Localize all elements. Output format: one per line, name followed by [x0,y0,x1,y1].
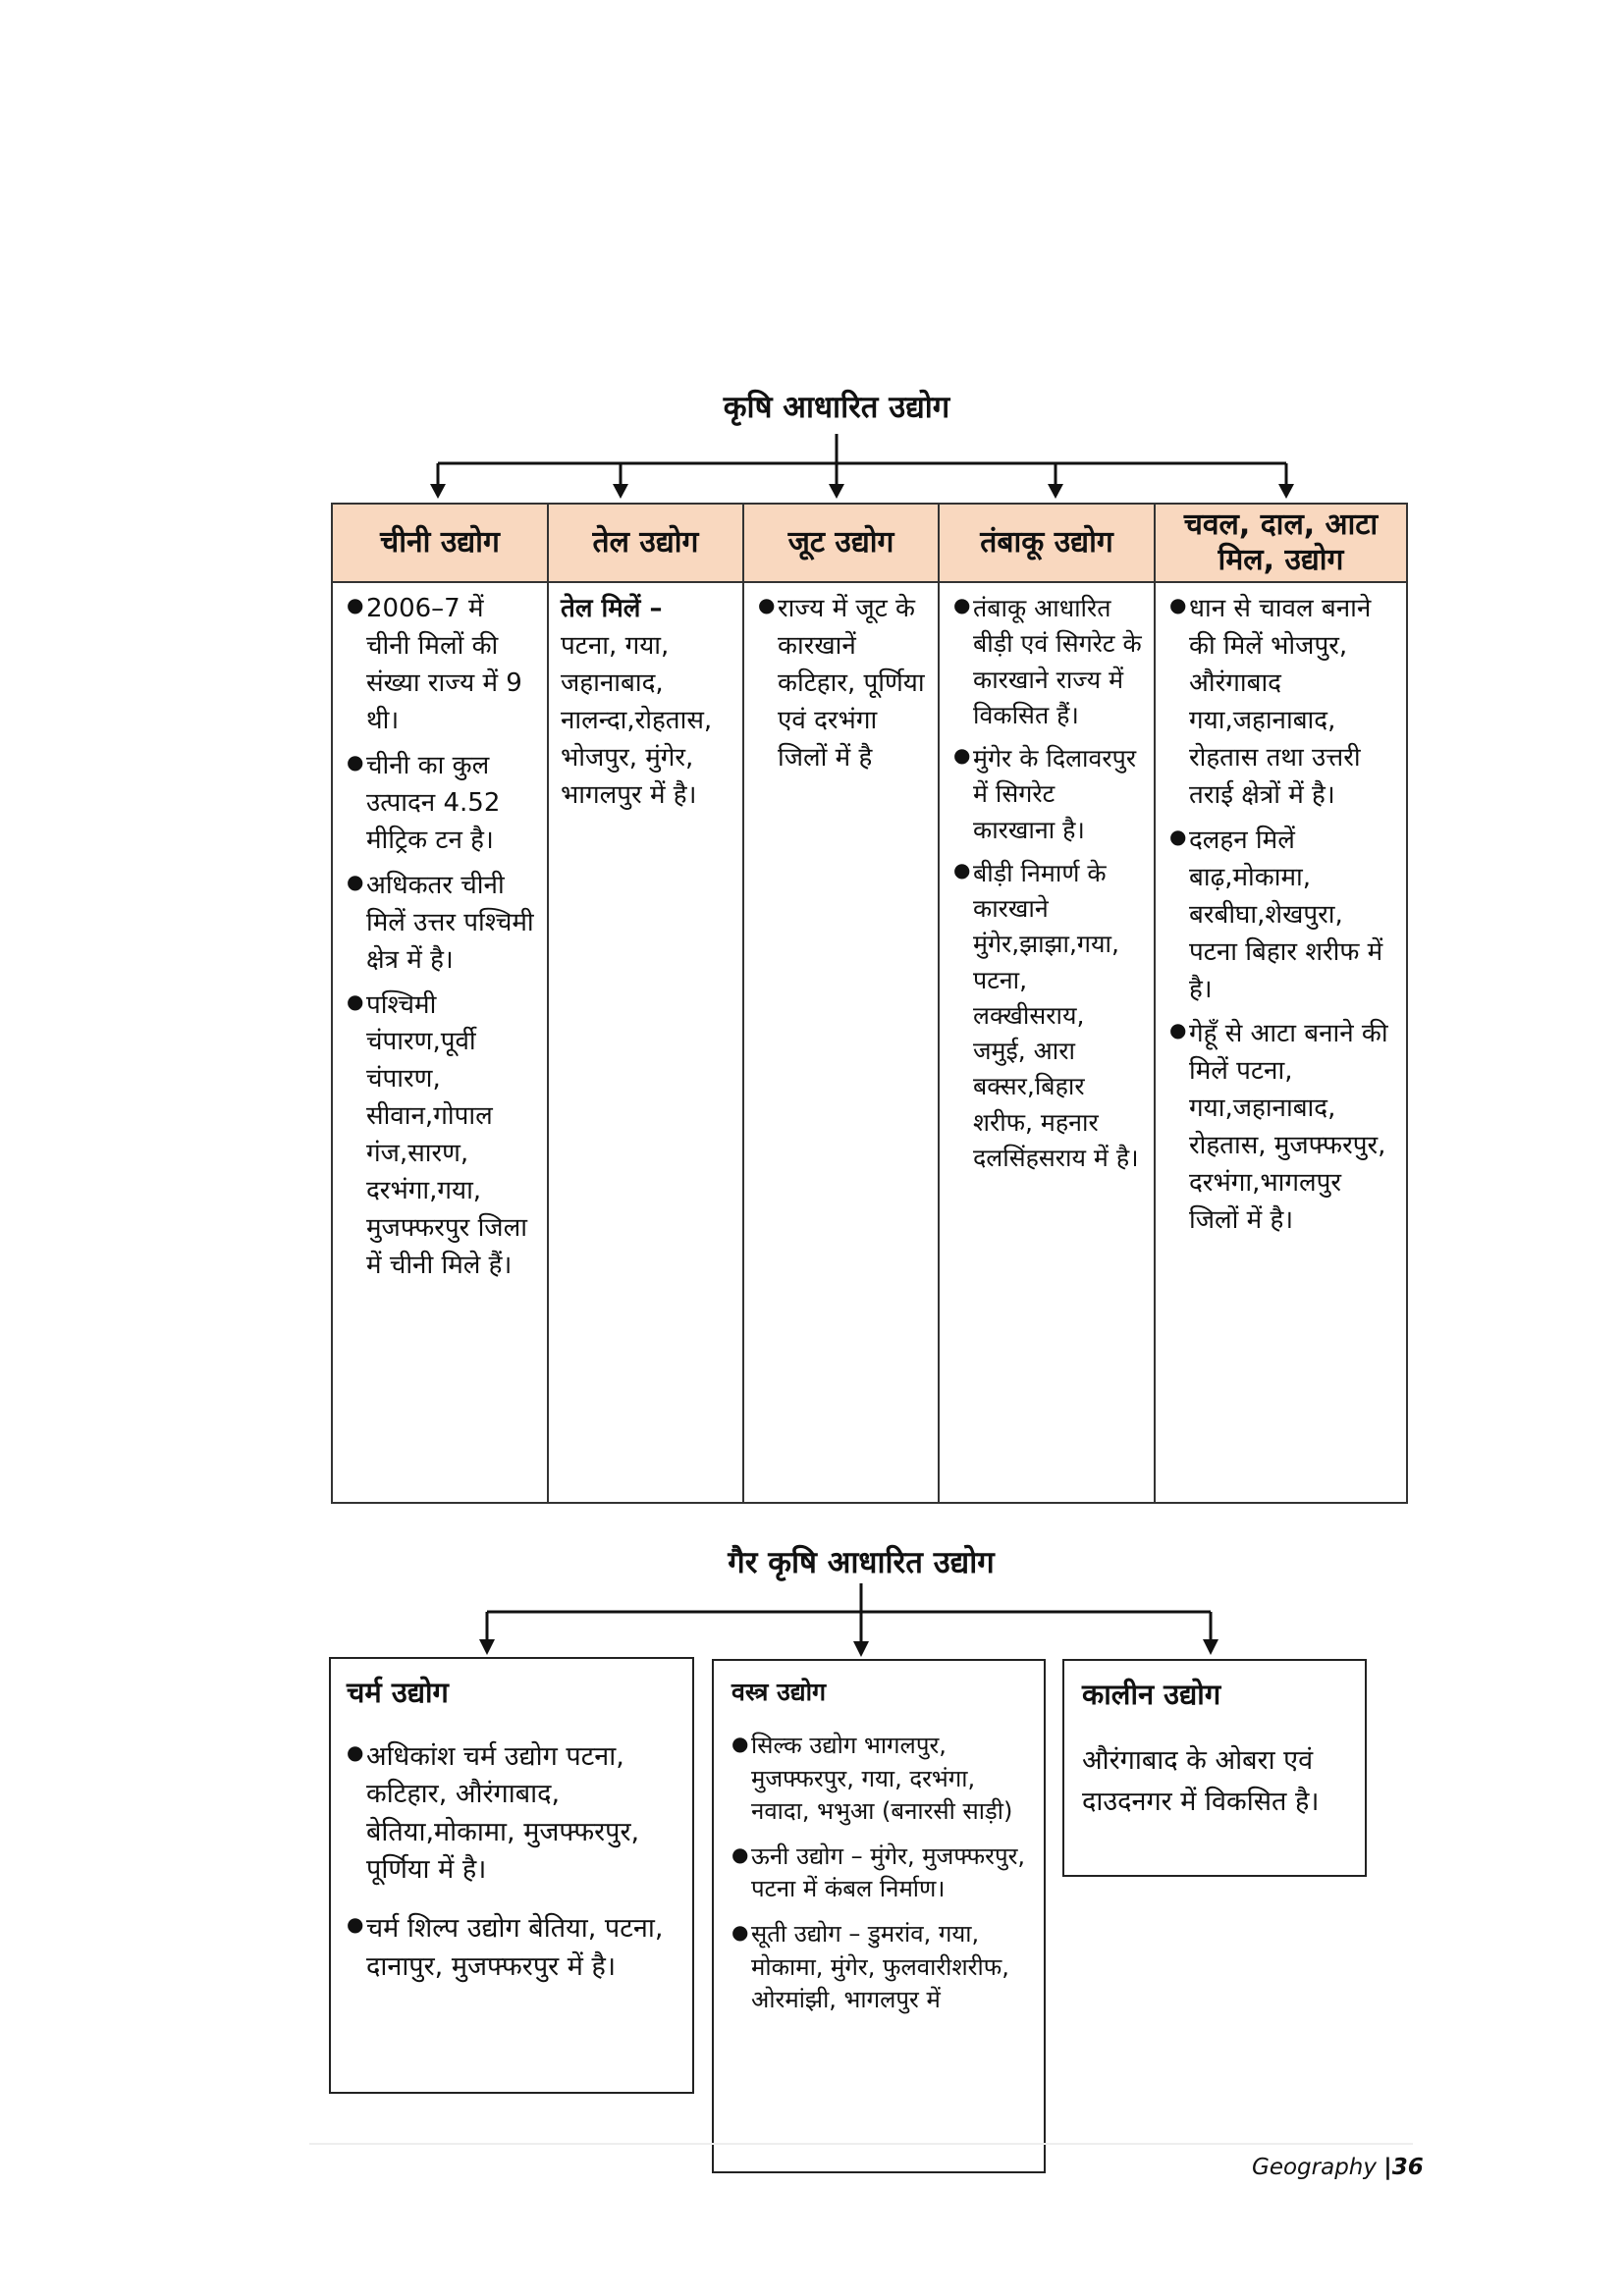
leather-industry-box [329,1657,694,2094]
list-item: ● ऊनी उद्योग – मुंगेर, मुजफ्फरपुर, पटना में कंबल निर्माण। [731,1841,1028,1906]
carpet-heading: कालीन उद्योग [1082,1678,1221,1711]
list-item: ● अधिकांश चर्म उद्योग पटना, कटिहार, औरंगाबाद, बेतिया,मोकामा, मुजफ्फरपुर, पूर्णिया में है। [347,1738,677,1889]
list-item: ● 2006–7 में चीनी मिलों की संख्या राज्य में 9 थी। [347,591,535,740]
footer-subject: Geography [1252,2155,1377,2180]
column-heading-oil: तेल उद्योग [548,504,743,582]
column-heading-rice-dal-flour: चवल, दाल, आटा मिल, उद्योग [1155,504,1407,582]
page-footer [1252,2155,1424,2180]
list-item: ● बीड़ी निमार्ण के कारखाने मुंगेर,झाझा,गया, पटना, लक्खीसराय, जमुई, आरा बक्सर,बिहार शरीफ, महनार दलसिंहसराय में है। [953,856,1142,1176]
list-item: ● मुंगेर के दिलावरपुर में सिगरेट कारखाना है। [953,741,1142,848]
list-item: ● दलहन मिलें बाढ़,मोकामा, बरबीघा,शेखपुरा, पटना बिहार शरीफ में है। [1169,823,1394,1009]
list-item: ● सूती उद्योग – डुमरांव, गया, मोकामा, मुंगेर, फुलवारीशरीफ, ओरमांझी, भागलपुर में [731,1918,1028,2017]
jute-cell [743,582,939,1503]
list-item: ● चर्म शिल्प उद्योग बेतिया, पटना, दानापुर, मुजफ्फरपुर में है। [347,1910,677,1986]
column-heading-tobacco: तंबाकू उद्योग [939,504,1155,582]
footer-rule [309,2143,1413,2145]
sugar-cell [332,582,548,1503]
list-item: ● अधिकतर चीनी मिलें उत्तर पश्चिमी क्षेत्र में है। [347,868,535,980]
page-number: |36 [1383,2155,1424,2180]
column-heading-sugar: चीनी उद्योग [332,504,548,582]
list-item: ● गेहूँ से आटा बनाने की मिलें पटना, गया,जहानाबाद, रोहतास, मुजफ्फरपुर, दरभंगा,भागलपुर जिलों में है। [1169,1016,1394,1240]
list-item: ● तंबाकू आधारित बीड़ी एवं सिगरेट के कारखाने राज्य में विकसित हैं। [953,591,1142,733]
agri-industry-table [331,503,1408,1504]
list-item: ● सिल्क उद्योग भागलपुर, मुजफ्फरपुर, गया, दरभंगा, नवादा, भभुआ (बनारसी साड़ी) [731,1730,1028,1829]
list-item: ● राज्य में जूट के कारखानें कटिहार, पूर्णिया एवं दरभंगा जिलों में है [758,591,926,777]
rice-dal-flour-cell [1155,582,1407,1503]
list-item: ● चीनी का कुल उत्पादन 4.52 मीट्रिक टन है। [347,748,535,860]
column-heading-jute: जूट उद्योग [743,504,939,582]
agri-title: कृषि आधारित उद्योग [723,390,950,425]
textile-heading: वस्त्र उद्योग [731,1678,827,1706]
nonagri-title: गैर कृषि आधारित उद्योग [728,1545,995,1580]
oil-cell [548,582,743,1503]
leather-heading: चर्म उद्योग [347,1676,449,1709]
tobacco-cell [939,582,1155,1503]
carpet-text: औरंगाबाद के ओबरा एवं दाउदनगर में विकसित है। [1082,1745,1320,1817]
oil-lead: तेल मिलें – [561,594,663,623]
textile-industry-box [712,1659,1046,2173]
list-item: ● पश्चिमी चंपारण,पूर्वी चंपारण, सीवान,गोपाल गंज,सारण, दरभंगा,गया, मुजफ्फरपुर जिला में चीनी मिले हैं। [347,988,535,1286]
list-item: ● धान से चावल बनाने की मिलें भोजपुर, औरंगाबाद गया,जहानाबाद, रोहतास तथा उत्तरी तराई क्षेत्रों में है। [1169,591,1394,815]
oil-text: पटना, गया, जहानाबाद, नालन्दा,रोहतास, भोजपुर, मुंगेर, भागलपुर में है। [561,630,713,810]
carpet-industry-box [1062,1659,1367,1877]
